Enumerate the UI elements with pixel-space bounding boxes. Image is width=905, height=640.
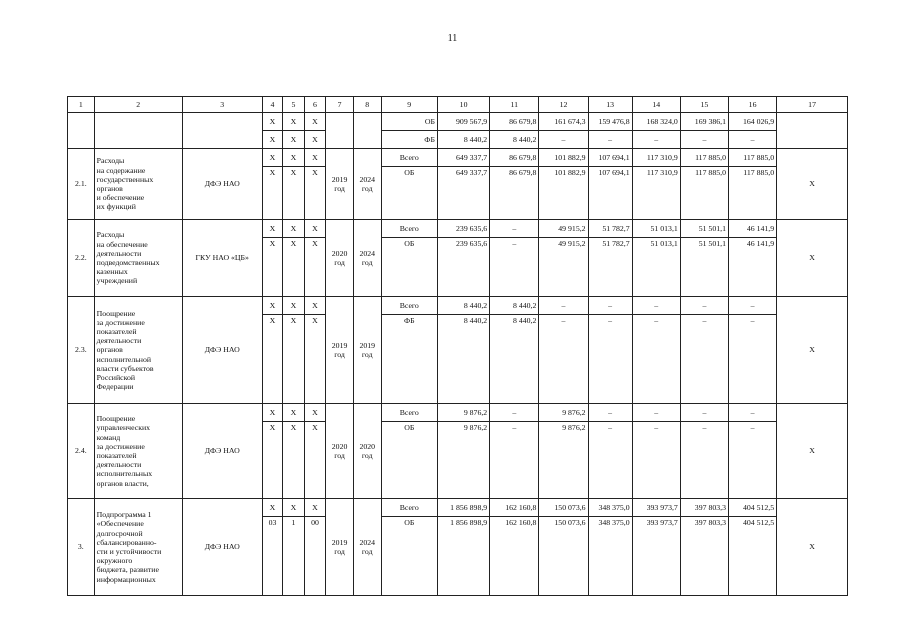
item-name: Поощрение за достижение показателей деятельности органов исполнительной власти субъектов Российской Федерации [94, 297, 182, 404]
amount-cell: 51 782,7 [588, 238, 632, 297]
amount-cell: 86 679,8 [490, 113, 539, 131]
amount-cell: 8 440,2 [490, 131, 539, 149]
code-cell: X [283, 220, 305, 238]
amount-cell: 150 073,6 [539, 499, 588, 517]
amount-cell: 348 375,0 [588, 499, 632, 517]
code-cell: X [304, 422, 326, 499]
amount-cell: 8 440,2 [490, 315, 539, 404]
code-cell: X [304, 149, 326, 167]
column-header: 9 [381, 97, 437, 113]
code-cell: X [283, 113, 305, 131]
amount-cell: 649 337,7 [437, 167, 489, 220]
row-number: 2.4. [68, 404, 95, 499]
funding-source: ФБ [381, 315, 437, 404]
code-cell: 00 [304, 517, 326, 596]
amount-cell: – [588, 297, 632, 315]
amount-cell: – [539, 315, 588, 404]
executor: ДФЭ НАО [182, 499, 262, 596]
amount-cell: – [588, 131, 632, 149]
column-header: 3 [182, 97, 262, 113]
code-cell: X [262, 131, 282, 149]
column-header: 2 [94, 97, 182, 113]
funding-source: ФБ [381, 131, 437, 149]
amount-cell: – [539, 131, 588, 149]
amount-cell: – [588, 315, 632, 404]
column-header: 1 [68, 97, 95, 113]
funding-source: Всего [381, 220, 437, 238]
budget-table [67, 96, 848, 596]
code-cell: X [262, 238, 282, 297]
amount-cell: – [728, 422, 776, 499]
amount-cell: 8 440,2 [437, 131, 489, 149]
code-cell: X [304, 220, 326, 238]
amount-cell: – [632, 131, 680, 149]
amount-cell: 168 324,0 [632, 113, 680, 131]
code-cell: X [283, 167, 305, 220]
end-year: 2024 год [353, 220, 381, 297]
code-cell: X [304, 315, 326, 404]
amount-cell: 86 679,8 [490, 149, 539, 167]
amount-cell: 1 856 898,9 [437, 499, 489, 517]
program-row [68, 149, 848, 167]
column-header: 12 [539, 97, 588, 113]
header-row [68, 97, 848, 113]
amount-cell: 397 803,3 [680, 517, 728, 596]
executor: ДФЭ НАО [182, 404, 262, 499]
end-year: 2020 год [353, 404, 381, 499]
amount-cell: 46 141,9 [728, 220, 776, 238]
cont-end-cell [353, 113, 381, 149]
amount-cell: 9 876,2 [539, 404, 588, 422]
funding-source: ОБ [381, 167, 437, 220]
code-cell: X [262, 422, 282, 499]
amount-cell: 117 885,0 [728, 149, 776, 167]
column-header: 16 [728, 97, 776, 113]
amount-cell: – [490, 404, 539, 422]
cont-exec-cell [182, 113, 262, 149]
code-cell: X [262, 315, 282, 404]
cont-start-cell [326, 113, 354, 149]
code-cell: X [304, 499, 326, 517]
amount-cell: 51 013,1 [632, 238, 680, 297]
amount-cell: 150 073,6 [539, 517, 588, 596]
cont-num-cell [68, 113, 95, 149]
column-header: 15 [680, 97, 728, 113]
column-header: 8 [353, 97, 381, 113]
page-number: 11 [447, 33, 458, 44]
start-year: 2019 год [326, 499, 354, 596]
program-row [68, 404, 848, 422]
funding-source: ОБ [381, 238, 437, 297]
start-year: 2020 год [326, 404, 354, 499]
amount-cell: 909 567,9 [437, 113, 489, 131]
amount-cell: 159 476,8 [588, 113, 632, 131]
code-cell: 03 [262, 517, 282, 596]
code-cell: X [304, 167, 326, 220]
amount-cell: – [680, 315, 728, 404]
amount-cell: 107 694,1 [588, 149, 632, 167]
code-cell: X [304, 131, 326, 149]
funding-source: Всего [381, 149, 437, 167]
amount-cell: – [632, 297, 680, 315]
column-header: 17 [777, 97, 848, 113]
code-cell: X [283, 499, 305, 517]
note-cell: X [777, 149, 848, 220]
funding-source: ОБ [381, 422, 437, 499]
amount-cell: – [490, 220, 539, 238]
amount-cell: 8 440,2 [490, 297, 539, 315]
column-header: 14 [632, 97, 680, 113]
amount-cell: 239 635,6 [437, 238, 489, 297]
end-year: 2019 год [353, 297, 381, 404]
amount-cell: – [490, 238, 539, 297]
program-row [68, 220, 848, 238]
note-cell: X [777, 297, 848, 404]
code-cell: X [283, 238, 305, 297]
amount-cell: 51 501,1 [680, 220, 728, 238]
amount-cell: – [588, 422, 632, 499]
amount-cell: – [728, 131, 776, 149]
amount-cell: – [490, 422, 539, 499]
item-name: Расходы на содержание государственных органов и обеспечение их функций [94, 149, 182, 220]
executor: ДФЭ НАО [182, 149, 262, 220]
code-cell: X [283, 149, 305, 167]
column-header: 11 [490, 97, 539, 113]
code-cell: X [262, 220, 282, 238]
amount-cell: 397 803,3 [680, 499, 728, 517]
amount-cell: 117 310,9 [632, 167, 680, 220]
note-cell: X [777, 220, 848, 297]
amount-cell: – [632, 315, 680, 404]
amount-cell: 49 915,2 [539, 238, 588, 297]
amount-cell: 9 876,2 [437, 404, 489, 422]
cont-note-cell [777, 113, 848, 149]
amount-cell: 393 973,7 [632, 517, 680, 596]
amount-cell: 101 882,9 [539, 149, 588, 167]
code-cell: X [262, 113, 282, 131]
code-cell: X [262, 297, 282, 315]
code-cell: X [262, 404, 282, 422]
amount-cell: 404 512,5 [728, 499, 776, 517]
amount-cell: 162 160,8 [490, 517, 539, 596]
amount-cell: 51 501,1 [680, 238, 728, 297]
start-year: 2020 год [326, 220, 354, 297]
amount-cell: – [728, 404, 776, 422]
amount-cell: 162 160,8 [490, 499, 539, 517]
column-header: 5 [283, 97, 305, 113]
code-cell: 1 [283, 517, 305, 596]
program-row [68, 297, 848, 315]
code-cell: X [283, 315, 305, 404]
code-cell: X [304, 238, 326, 297]
funding-source: Всего [381, 404, 437, 422]
amount-cell: 86 679,8 [490, 167, 539, 220]
amount-cell: 107 694,1 [588, 167, 632, 220]
code-cell: X [304, 404, 326, 422]
amount-cell: 49 915,2 [539, 220, 588, 238]
start-year: 2019 год [326, 297, 354, 404]
amount-cell: 9 876,2 [539, 422, 588, 499]
note-cell: X [777, 499, 848, 596]
row-number: 2.2. [68, 220, 95, 297]
amount-cell: 51 013,1 [632, 220, 680, 238]
code-cell: X [304, 113, 326, 131]
executor: ГКУ НАО «ЦБ» [182, 220, 262, 297]
code-cell: X [262, 499, 282, 517]
amount-cell: 101 882,9 [539, 167, 588, 220]
amount-cell: 1 856 898,9 [437, 517, 489, 596]
note-cell: X [777, 404, 848, 499]
funding-source: ОБ [381, 113, 437, 131]
amount-cell: – [539, 297, 588, 315]
amount-cell: – [728, 315, 776, 404]
amount-cell: 8 440,2 [437, 315, 489, 404]
amount-cell: 239 635,6 [437, 220, 489, 238]
amount-cell: 117 885,0 [680, 167, 728, 220]
amount-cell: – [632, 404, 680, 422]
amount-cell: 169 386,1 [680, 113, 728, 131]
column-header: 10 [437, 97, 489, 113]
code-cell: X [283, 297, 305, 315]
amount-cell: 164 026,9 [728, 113, 776, 131]
item-name: Подпрограмма 1 «Обеспечение долгосрочной сбалансированно- сти и устойчивости окружного бюджета, развитие информационных [94, 499, 182, 596]
code-cell: X [283, 131, 305, 149]
code-cell: X [283, 404, 305, 422]
amount-cell: – [680, 404, 728, 422]
column-header: 6 [304, 97, 326, 113]
amount-cell: 393 973,7 [632, 499, 680, 517]
funding-source: Всего [381, 297, 437, 315]
amount-cell: 9 876,2 [437, 422, 489, 499]
code-cell: X [283, 422, 305, 499]
amount-cell: 404 512,5 [728, 517, 776, 596]
row-number: 2.3. [68, 297, 95, 404]
column-header: 13 [588, 97, 632, 113]
amount-cell: – [680, 422, 728, 499]
amount-cell: 117 885,0 [728, 167, 776, 220]
code-cell: X [304, 297, 326, 315]
amount-cell: 117 885,0 [680, 149, 728, 167]
cont-name-cell [94, 113, 182, 149]
amount-cell: 8 440,2 [437, 297, 489, 315]
column-header: 7 [326, 97, 354, 113]
code-cell: X [262, 149, 282, 167]
row-number: 3. [68, 499, 95, 596]
funding-source: Всего [381, 499, 437, 517]
amount-cell: 649 337,7 [437, 149, 489, 167]
amount-cell: – [680, 297, 728, 315]
amount-cell: – [728, 297, 776, 315]
amount-cell: 46 141,9 [728, 238, 776, 297]
start-year: 2019 год [326, 149, 354, 220]
item-name: Поощрение управленческих команд за достижение показателей деятельности исполнительных органов власти, [94, 404, 182, 499]
row-number: 2.1. [68, 149, 95, 220]
amount-cell: – [632, 422, 680, 499]
item-name: Расходы на обеспечение деятельности подведомственных казенных учреждений [94, 220, 182, 297]
end-year: 2024 год [353, 149, 381, 220]
amount-cell: – [588, 404, 632, 422]
executor: ДФЭ НАО [182, 297, 262, 404]
code-cell: X [262, 167, 282, 220]
amount-cell: – [680, 131, 728, 149]
amount-cell: 348 375,0 [588, 517, 632, 596]
program-row [68, 499, 848, 517]
amount-cell: 117 310,9 [632, 149, 680, 167]
end-year: 2024 год [353, 499, 381, 596]
funding-source: ОБ [381, 517, 437, 596]
amount-cell: 51 782,7 [588, 220, 632, 238]
amount-cell: 161 674,3 [539, 113, 588, 131]
continuation-row [68, 113, 848, 131]
column-header: 4 [262, 97, 282, 113]
